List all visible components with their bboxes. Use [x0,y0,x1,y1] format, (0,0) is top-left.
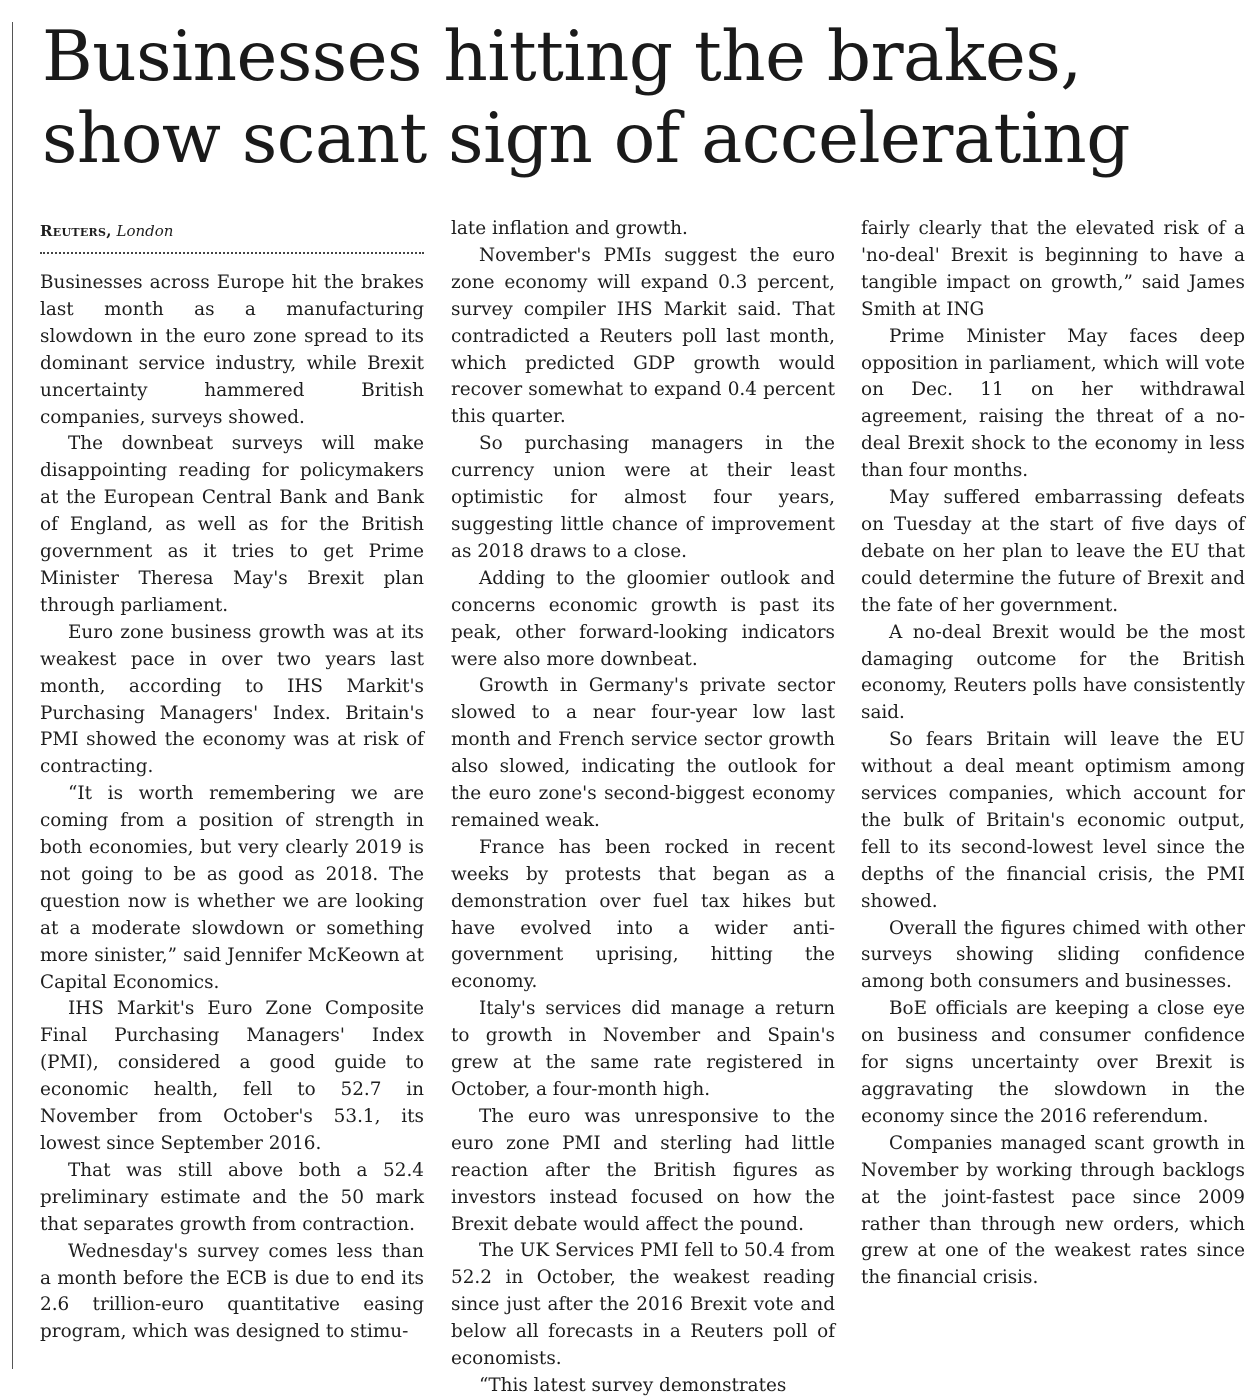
paragraph: May suffered embarrassing defeats on Tuesday at the start of five days of debate on her plan to leave the EU that could determine the future of Brexit and the fate of her government. [861,487,1245,616]
paragraph: The UK Services PMI fell to 50.4 from 52.2 in October, the weakest reading since just after the 2016 Brexit vote and below all forecasts in a Reuters poll of economists. [451,1240,835,1370]
paragraph: “It is worth remembering we are coming from a position of strength in both economies, but very clearly 2019 is not going to be as good as 2018. The question now is whether we are looking at a moderate slowdown or something more sinister,” said Jennifer McKeown at Capital Economics. [40,783,424,993]
paragraph: Growth in Germany's private sector slowed to a near four-year low last month and French service sector growth also slowed, indicating the outlook for the euro zone's second-biggest economy remained weak. [451,675,835,831]
article-column-3 [861,216,1245,1369]
paragraph: Overall the figures chimed with other surveys showing sliding confidence among both consumers and businesses. [861,917,1245,993]
article-column-1 [40,216,424,1369]
paragraph: “This latest survey demonstrates [479,1374,787,1396]
paragraph: Adding to the gloomier outlook and concerns economic growth is past its peak, other forward-looking indicators were also more downbeat. [451,567,835,670]
paragraph: IHS Markit's Euro Zone Composite Final Purchasing Managers' Index (PMI), considered a good guide to economic health, fell to 52.7 in November from October's 53.1, its lowest since September 2016. [40,998,424,1154]
paragraph: November's PMIs suggest the euro zone economy will expand 0.3 percent, survey compiler IHS Markit said. That contradicted a Reuters poll last month, which predicted GDP growth would recover somewhat to expand 0.4 percent this quarter. [451,244,835,428]
paragraph: Prime Minister May faces deep opposition in parliament, which will vote on Dec. 11 on her withdrawal agreement, raising the threat of a no-deal Brexit shock to the economy in less than four months. [861,325,1245,482]
paragraph: fairly clearly that the elevated risk of a 'no-deal' Brexit is beginning to have a tangible impact on growth,” said James Smith at ING [861,218,1245,320]
byline-divider [40,252,424,264]
byline-city: London [116,222,174,240]
paragraph: late inflation and growth. [451,218,688,239]
column-rule [12,22,13,1369]
paragraph: The downbeat surveys will make disappointing reading for policymakers at the European Central Bank and Bank of England, as well as for the British government as it tries to get Prime Minister Theresa May's Brexit plan through parliament. [40,433,424,616]
paragraph: Wednesday's survey comes less than a month before the ECB is due to end its 2.6 trillion-euro quantitative easing program, which was designed to stimu- [40,1240,424,1343]
paragraph: That was still above both a 52.4 preliminary estimate and the 50 mark that separates growth from contraction. [40,1159,424,1235]
byline-agency: Reuters, [40,222,112,240]
paragraph: A no-deal Brexit would be the most damaging outcome for the British economy, Reuters polls have consistently said. [861,621,1245,724]
paragraph: So fears Britain will leave the EU without a deal meant optimism among services companies, which account for the bulk of Britain's economic output, fell to its second-lowest level since the depths of the financial crisis, the PMI showed. [861,729,1245,912]
paragraph: The euro was unresponsive to the euro zone PMI and sterling had little reaction after the British figures as investors instead focused on how the Brexit debate would affect the pound. [451,1105,835,1235]
headline-line-2: show scant sign of accelerating [42,99,1130,179]
paragraph: BoE officials are keeping a close eye on business and consumer confidence for signs uncertainty over Brexit is aggravating the slowdown in the economy since the 2016 referendum. [861,998,1245,1127]
paragraph: France has been rocked in recent weeks by protests that began as a demonstration over fuel tax hikes but have evolved into a wider anti-government uprising, hitting the economy. [451,836,835,993]
article-column-2 [451,216,835,1396]
paragraph: Euro zone business growth was at its weakest pace in over two years last month, according to IHS Markit's Purchasing Managers' Index. Britain's PMI showed the economy was at risk of contracting. [40,621,424,778]
paragraph: Italy's services did manage a return to growth in November and Spain's grew at the same rate registered in October, a four-month high. [451,998,835,1100]
headline [42,16,1247,180]
paragraph: So purchasing managers in the currency union were at their least optimistic for almost four years, suggesting little chance of improvement as 2018 draws to a close. [451,433,835,562]
byline [40,216,424,244]
headline-line-1: Businesses hitting the brakes, [42,17,1082,97]
paragraph: Companies managed scant growth in November by working through backlogs at the joint-fastest pace since 2009 rather than through new orders, which grew at one of the weakest rates since the financial crisis. [861,1132,1245,1289]
paragraph: Businesses across Europe hit the brakes last month as a manufacturing slowdown in the euro zone spread to its dominant service industry, while Brexit uncertainty hammered British companies, surveys showed. [40,272,424,428]
